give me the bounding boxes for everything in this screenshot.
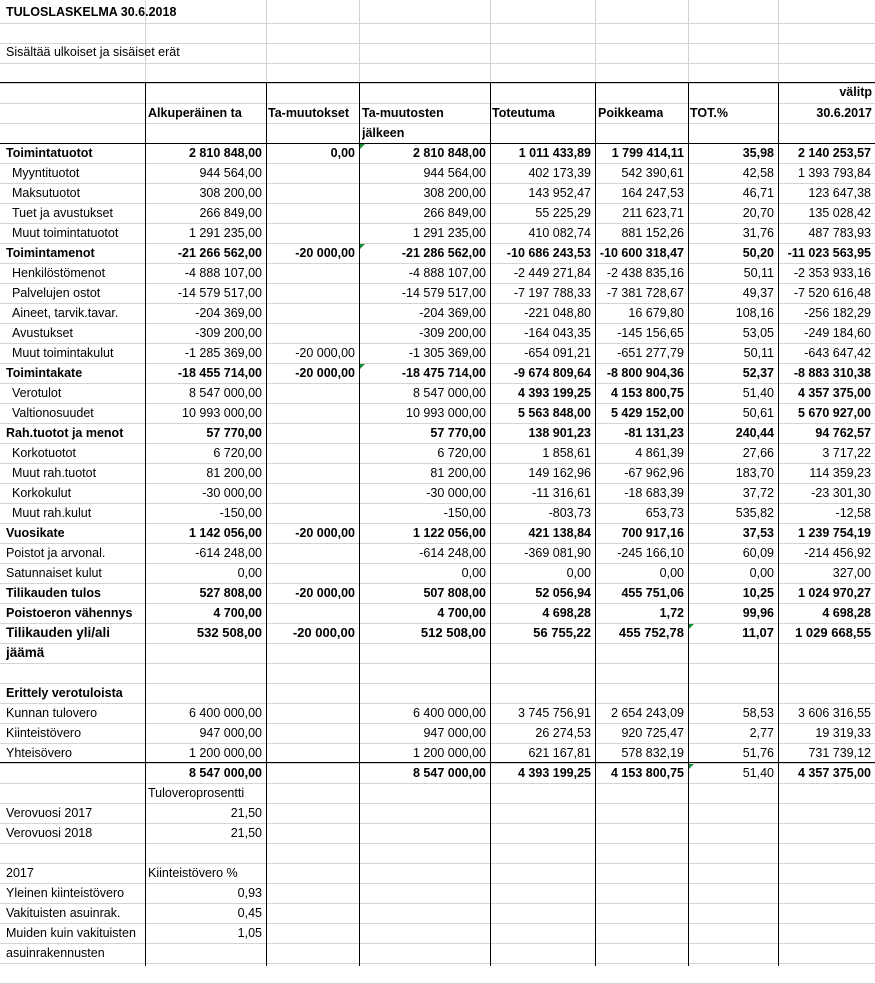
table-cell[interactable]: 19 319,33 <box>815 726 871 740</box>
row-gridline <box>0 83 875 84</box>
table-cell[interactable]: 11,07 <box>742 625 774 640</box>
table-cell[interactable]: 6 400 000,00 <box>189 706 262 720</box>
header-valitp[interactable]: välitp <box>839 85 872 99</box>
table-cell[interactable]: -11 316,61 <box>532 486 591 500</box>
row-label[interactable]: Valtionosuudet <box>12 406 94 420</box>
row-label[interactable]: asuinrakennusten <box>6 946 105 960</box>
table-cell[interactable]: 4 698,28 <box>542 606 591 620</box>
table-cell[interactable]: -245 166,10 <box>617 546 684 560</box>
table-cell[interactable]: 4 357 375,00 <box>798 386 871 400</box>
table-cell[interactable]: -1 305 369,00 <box>408 346 486 360</box>
table-cell[interactable]: 0,00 <box>566 566 591 580</box>
table-cell[interactable]: 50,20 <box>742 246 774 260</box>
table-cell[interactable]: 6 720,00 <box>437 446 486 460</box>
table-cell[interactable]: -21 266 562,00 <box>177 246 262 260</box>
table-cell[interactable]: 1 024 970,27 <box>798 586 871 600</box>
table-cell[interactable]: 527 808,00 <box>199 586 262 600</box>
table-cell[interactable]: 1 142 056,00 <box>189 526 262 540</box>
table-cell[interactable]: 51,76 <box>742 746 774 760</box>
table-cell[interactable]: -150,00 <box>443 506 486 520</box>
row-label[interactable]: Toimintakate <box>6 366 83 380</box>
table-cell[interactable]: 60,09 <box>742 546 774 560</box>
table-cell[interactable]: -204 369,00 <box>195 306 262 320</box>
table-cell[interactable]: -256 182,29 <box>804 306 871 320</box>
table-cell[interactable]: -4 888 107,00 <box>408 266 486 280</box>
table-cell[interactable]: -23 301,30 <box>811 486 871 500</box>
table-cell[interactable]: -10 600 318,47 <box>599 246 684 260</box>
table-cell[interactable]: 578 832,19 <box>621 746 684 760</box>
table-cell[interactable]: 21,50 <box>230 806 262 820</box>
table-cell[interactable]: 4 700,00 <box>213 606 262 620</box>
table-cell[interactable]: -803,73 <box>548 506 591 520</box>
table-cell[interactable]: 535,82 <box>735 506 774 520</box>
table-cell[interactable]: 10 993 000,00 <box>182 406 262 420</box>
row-label[interactable]: jäämä <box>6 645 45 660</box>
table-cell[interactable]: 50,11 <box>743 346 774 360</box>
table-cell[interactable]: 6 400 000,00 <box>413 706 486 720</box>
table-cell[interactable]: 135 028,42 <box>808 206 871 220</box>
row-label[interactable] <box>6 783 145 803</box>
row-label[interactable]: Muut toimintakulut <box>12 346 114 360</box>
table-cell[interactable]: 512 508,00 <box>420 625 486 640</box>
table-cell[interactable]: -249 184,60 <box>804 326 871 340</box>
table-cell[interactable]: 51,40 <box>742 766 774 780</box>
table-cell[interactable]: -67 962,96 <box>624 466 684 480</box>
table-cell[interactable]: -20 000,00 <box>292 625 355 640</box>
table-cell[interactable]: 138 901,23 <box>528 426 591 440</box>
table-cell[interactable]: -21 286 562,00 <box>401 246 486 260</box>
table-cell[interactable]: 0,00 <box>659 566 684 580</box>
table-cell[interactable]: -30 000,00 <box>426 486 486 500</box>
table-cell[interactable]: 52 056,94 <box>535 586 591 600</box>
row-label[interactable]: Toimintatuotot <box>6 146 93 160</box>
row-label[interactable]: Aineet, tarvik.tavar. <box>12 306 119 320</box>
table-cell[interactable]: 20,70 <box>742 206 774 220</box>
table-cell[interactable]: 26 274,53 <box>535 726 591 740</box>
table-cell[interactable]: -10 686 243,53 <box>506 246 591 260</box>
table-cell[interactable]: 1,05 <box>237 926 262 940</box>
table-cell[interactable]: -2 449 271,84 <box>513 266 591 280</box>
table-cell[interactable]: 143 952,47 <box>528 186 591 200</box>
table-cell[interactable]: 8 547 000,00 <box>189 386 262 400</box>
header-poikkeama[interactable]: Poikkeama <box>598 106 664 120</box>
table-cell[interactable]: 37,53 <box>742 526 774 540</box>
table-cell[interactable]: 46,71 <box>742 186 774 200</box>
row-label[interactable]: Muut toimintatuotot <box>12 226 119 240</box>
row-label[interactable]: Verovuosi 2017 <box>6 806 93 820</box>
table-cell[interactable]: 123 647,38 <box>808 186 871 200</box>
row-label[interactable]: Rah.tuotot ja menot <box>6 426 124 440</box>
row-label[interactable]: Yhteisövero <box>6 746 73 760</box>
table-cell[interactable]: 700 917,16 <box>621 526 684 540</box>
table-cell[interactable]: -4 888 107,00 <box>184 266 262 280</box>
table-cell[interactable]: 35,98 <box>742 146 774 160</box>
row-gridline <box>0 123 875 124</box>
table-cell[interactable]: 114 359,23 <box>809 466 871 480</box>
table-cell[interactable]: 55 225,29 <box>535 206 591 220</box>
table-cell[interactable]: 4 393 199,25 <box>518 386 591 400</box>
table-cell[interactable]: 4 861,39 <box>635 446 684 460</box>
header-valitp-date[interactable]: 30.6.2017 <box>816 106 872 120</box>
table-cell[interactable]: 49,37 <box>742 286 774 300</box>
row-label[interactable]: Muut rah.kulut <box>12 506 92 520</box>
table-cell[interactable]: 4 698,28 <box>822 606 871 620</box>
table-cell[interactable]: -30 000,00 <box>202 486 262 500</box>
table-cell[interactable]: -145 156,65 <box>617 326 684 340</box>
table-cell[interactable]: 0,00 <box>330 146 355 160</box>
table-cell[interactable]: 1 291 235,00 <box>413 226 486 240</box>
header-alkuperainen[interactable]: Alkuperäinen ta <box>148 106 242 120</box>
table-cell[interactable]: -20 000,00 <box>295 246 355 260</box>
table-cell[interactable]: 3 745 756,91 <box>518 706 591 720</box>
table-cell[interactable]: 532 508,00 <box>196 625 262 640</box>
table-cell[interactable]: 1 011 433,89 <box>518 146 591 160</box>
table-cell[interactable]: -18 455 714,00 <box>177 366 262 380</box>
table-cell[interactable]: 4 153 800,75 <box>611 386 684 400</box>
table-cell[interactable]: 1 291 235,00 <box>189 226 262 240</box>
table-cell[interactable]: 920 725,47 <box>621 726 684 740</box>
table-cell[interactable]: 8 547 000,00 <box>413 766 486 780</box>
table-cell[interactable]: 266 849,00 <box>423 206 486 220</box>
table-cell[interactable]: 944 564,00 <box>199 166 262 180</box>
table-cell[interactable]: -651 277,79 <box>617 346 684 360</box>
table-cell[interactable]: 4 357 375,00 <box>798 766 871 780</box>
table-cell[interactable]: 308 200,00 <box>423 186 486 200</box>
table-cell[interactable]: 51,40 <box>742 386 774 400</box>
table-cell[interactable]: -214 456,92 <box>804 546 871 560</box>
table-cell[interactable]: 1 239 754,19 <box>798 526 871 540</box>
section-caption[interactable]: Tuloveroprosentti <box>148 786 245 800</box>
row-label[interactable]: Erittely verotuloista <box>6 686 123 700</box>
header-tot-pct[interactable]: TOT.% <box>690 106 728 120</box>
table-cell[interactable]: 1 122 056,00 <box>413 526 486 540</box>
row-label[interactable]: Palvelujen ostot <box>12 286 101 300</box>
table-cell[interactable]: -7 197 788,33 <box>513 286 591 300</box>
row-label[interactable]: Korkokulut <box>12 486 72 500</box>
table-cell[interactable]: 455 752,78 <box>618 625 684 640</box>
table-cell[interactable]: -9 674 809,64 <box>513 366 591 380</box>
table-cell[interactable]: 1 029 668,55 <box>795 625 871 640</box>
table-cell[interactable]: -1 285 369,00 <box>184 346 262 360</box>
table-cell[interactable]: -369 081,90 <box>524 546 591 560</box>
table-cell[interactable]: 94 762,57 <box>815 426 871 440</box>
table-top-border <box>0 82 875 83</box>
row-label[interactable]: Satunnaiset kulut <box>6 566 102 580</box>
table-cell[interactable]: 731 739,12 <box>808 746 871 760</box>
table-cell[interactable]: 947 000,00 <box>199 726 262 740</box>
row-label[interactable] <box>6 663 145 683</box>
table-cell[interactable]: 2 140 253,57 <box>798 146 871 160</box>
table-cell[interactable]: 507 808,00 <box>423 586 486 600</box>
table-cell[interactable]: 58,53 <box>742 706 774 720</box>
row-label[interactable]: Kiinteistövero <box>6 726 82 740</box>
row-label[interactable]: Vakituisten asuinrak. <box>6 906 121 920</box>
table-cell[interactable]: 81 200,00 <box>430 466 486 480</box>
table-cell[interactable]: -20 000,00 <box>295 526 355 540</box>
table-cell[interactable]: 81 200,00 <box>206 466 262 480</box>
table-cell[interactable]: -12,58 <box>835 506 871 520</box>
table-cell[interactable]: 10 993 000,00 <box>406 406 486 420</box>
table-cell[interactable]: 2 810 848,00 <box>413 146 486 160</box>
table-cell[interactable]: 53,05 <box>742 326 774 340</box>
row-label[interactable]: Maksutuotot <box>12 186 81 200</box>
row-label[interactable]: Yleinen kiinteistövero <box>6 886 125 900</box>
table-cell[interactable]: -309 200,00 <box>195 326 262 340</box>
table-cell[interactable]: 21,50 <box>230 826 262 840</box>
table-cell[interactable]: 653,73 <box>645 506 684 520</box>
table-cell[interactable]: 211 623,71 <box>622 206 684 220</box>
row-label[interactable]: Henkilöstömenot <box>12 266 106 280</box>
table-cell[interactable]: 50,61 <box>742 406 774 420</box>
table-cell[interactable]: 4 393 199,25 <box>518 766 591 780</box>
section-caption[interactable]: Kiinteistövero % <box>148 866 238 880</box>
row-label[interactable]: Verovuosi 2018 <box>6 826 93 840</box>
table-cell[interactable]: 8 547 000,00 <box>413 386 486 400</box>
table-cell[interactable]: 542 390,61 <box>621 166 684 180</box>
table-cell[interactable]: -164 043,35 <box>524 326 591 340</box>
table-cell[interactable]: 402 173,39 <box>528 166 591 180</box>
table-cell[interactable]: -7 520 616,48 <box>793 286 871 300</box>
table-cell[interactable]: 5 563 848,00 <box>518 406 591 420</box>
table-cell[interactable]: 1 858,61 <box>542 446 591 460</box>
table-cell[interactable]: 308 200,00 <box>199 186 262 200</box>
table-cell[interactable]: -81 131,23 <box>624 426 684 440</box>
table-cell[interactable]: -14 579 517,00 <box>401 286 486 300</box>
table-cell[interactable]: -204 369,00 <box>419 306 486 320</box>
table-cell[interactable]: 5 670 927,00 <box>798 406 871 420</box>
table-cell[interactable]: 421 138,84 <box>528 526 591 540</box>
table-cell[interactable]: 1 393 793,84 <box>798 166 871 180</box>
table-cell[interactable]: 944 564,00 <box>423 166 486 180</box>
row-label[interactable]: 2017 <box>6 866 34 880</box>
table-cell[interactable]: 0,00 <box>237 566 262 580</box>
table-cell[interactable]: 1,72 <box>659 606 684 620</box>
row-label[interactable]: Toimintamenot <box>6 246 95 260</box>
row-label[interactable] <box>6 843 145 863</box>
row-label[interactable]: Muut rah.tuotot <box>12 466 97 480</box>
table-cell[interactable]: 52,37 <box>742 366 774 380</box>
table-cell[interactable]: 947 000,00 <box>423 726 486 740</box>
table-cell[interactable]: 1 200 000,00 <box>413 746 486 760</box>
table-cell[interactable]: 56 755,22 <box>533 625 591 640</box>
table-cell[interactable]: -2 353 933,16 <box>793 266 871 280</box>
row-gridline <box>0 23 875 24</box>
table-cell[interactable]: 99,96 <box>742 606 774 620</box>
table-cell[interactable]: 2,77 <box>749 726 774 740</box>
table-cell[interactable]: 37,72 <box>742 486 774 500</box>
table-cell[interactable]: -654 091,21 <box>524 346 591 360</box>
sheet-title[interactable]: TULOSLASKELMA 30.6.2018 <box>6 5 177 19</box>
table-cell[interactable]: 10,25 <box>742 586 774 600</box>
table-cell[interactable]: 410 082,74 <box>528 226 591 240</box>
table-cell[interactable]: 4 700,00 <box>437 606 486 620</box>
table-cell[interactable]: -614 248,00 <box>195 546 262 560</box>
table-cell[interactable]: 455 751,06 <box>621 586 684 600</box>
table-cell[interactable]: 266 849,00 <box>199 206 262 220</box>
table-cell[interactable]: 881 152,26 <box>621 226 684 240</box>
table-cell[interactable]: 149 162,96 <box>528 466 591 480</box>
table-cell[interactable]: 108,16 <box>735 306 774 320</box>
row-label[interactable] <box>6 763 145 783</box>
table-cell[interactable]: 1 200 000,00 <box>189 746 262 760</box>
row-label[interactable]: Kunnan tulovero <box>6 706 98 720</box>
row-label[interactable]: Tilikauden yli/ali <box>6 625 111 640</box>
row-label[interactable]: Poistoeron vähennys <box>6 606 133 620</box>
row-label[interactable]: Vuosikate <box>6 526 65 540</box>
table-cell[interactable]: 57 770,00 <box>206 426 262 440</box>
table-cell[interactable]: 164 247,53 <box>621 186 684 200</box>
row-label[interactable]: Avustukset <box>12 326 73 340</box>
table-cell[interactable]: 57 770,00 <box>430 426 486 440</box>
table-cell[interactable]: -8 883 310,38 <box>793 366 871 380</box>
table-cell[interactable]: -18 683,39 <box>624 486 684 500</box>
table-cell[interactable]: -309 200,00 <box>419 326 486 340</box>
table-cell[interactable]: -18 475 714,00 <box>401 366 486 380</box>
header-ta-muutosten[interactable]: Ta-muutosten <box>362 106 444 120</box>
table-cell[interactable]: -643 647,42 <box>804 346 871 360</box>
row-label[interactable]: Tilikauden tulos <box>6 586 101 600</box>
header-jalkeen[interactable]: jälkeen <box>362 126 405 140</box>
table-cell[interactable]: -2 438 835,16 <box>606 266 684 280</box>
table-cell[interactable]: -20 000,00 <box>295 366 355 380</box>
row-label[interactable]: Poistot ja arvonal. <box>6 546 106 560</box>
row-label[interactable]: Verotulot <box>12 386 62 400</box>
table-cell[interactable]: 50,11 <box>743 266 774 280</box>
row-gridline <box>0 63 875 64</box>
table-cell[interactable]: 1 799 414,11 <box>611 146 684 160</box>
table-cell[interactable]: 621 167,81 <box>528 746 591 760</box>
row-label[interactable]: Korkotuotot <box>12 446 76 460</box>
table-cell[interactable]: 4 153 800,75 <box>611 766 684 780</box>
row-label[interactable]: Tuet ja avustukset <box>12 206 113 220</box>
table-cell[interactable]: 487 783,93 <box>808 226 871 240</box>
table-cell[interactable]: 0,00 <box>461 566 486 580</box>
table-cell[interactable]: 2 810 848,00 <box>189 146 262 160</box>
table-cell[interactable]: 0,45 <box>237 906 262 920</box>
table-cell[interactable]: 0,93 <box>237 886 262 900</box>
table-cell[interactable]: -221 048,80 <box>524 306 591 320</box>
sheet-subtitle[interactable]: Sisältää ulkoiset ja sisäiset erät <box>6 45 180 59</box>
table-cell[interactable]: 31,76 <box>742 226 774 240</box>
table-cell[interactable]: -20 000,00 <box>295 346 355 360</box>
table-cell[interactable]: -7 381 728,67 <box>606 286 684 300</box>
table-cell[interactable]: 6 720,00 <box>213 446 262 460</box>
row-label[interactable]: Muiden kuin vakituisten <box>6 926 136 940</box>
table-cell[interactable]: 327,00 <box>832 566 871 580</box>
table-cell[interactable]: 27,66 <box>742 446 774 460</box>
table-cell[interactable]: 5 429 152,00 <box>611 406 684 420</box>
table-cell[interactable]: -20 000,00 <box>295 586 355 600</box>
table-cell[interactable]: -14 579 517,00 <box>177 286 262 300</box>
table-cell[interactable]: 2 654 243,09 <box>611 706 684 720</box>
table-cell[interactable]: 42,58 <box>742 166 774 180</box>
table-cell[interactable]: -11 023 563,95 <box>787 246 871 260</box>
header-ta-muutokset[interactable]: Ta-muutokset <box>268 106 350 120</box>
header-toteutuma[interactable]: Toteutuma <box>492 106 555 120</box>
table-cell[interactable]: 3 606 316,55 <box>798 706 871 720</box>
table-cell[interactable]: -614 248,00 <box>419 546 486 560</box>
table-cell[interactable]: 183,70 <box>735 466 774 480</box>
table-cell[interactable]: 3 717,22 <box>822 446 871 460</box>
row-gridline <box>0 963 875 964</box>
table-cell[interactable]: 240,44 <box>735 426 774 440</box>
table-cell[interactable]: -8 800 904,36 <box>606 366 684 380</box>
table-cell[interactable]: -150,00 <box>219 506 262 520</box>
table-cell[interactable]: 0,00 <box>749 566 774 580</box>
table-cell[interactable]: 16 679,80 <box>628 306 684 320</box>
row-label[interactable]: Myyntituotot <box>12 166 80 180</box>
table-cell[interactable]: 8 547 000,00 <box>189 766 262 780</box>
